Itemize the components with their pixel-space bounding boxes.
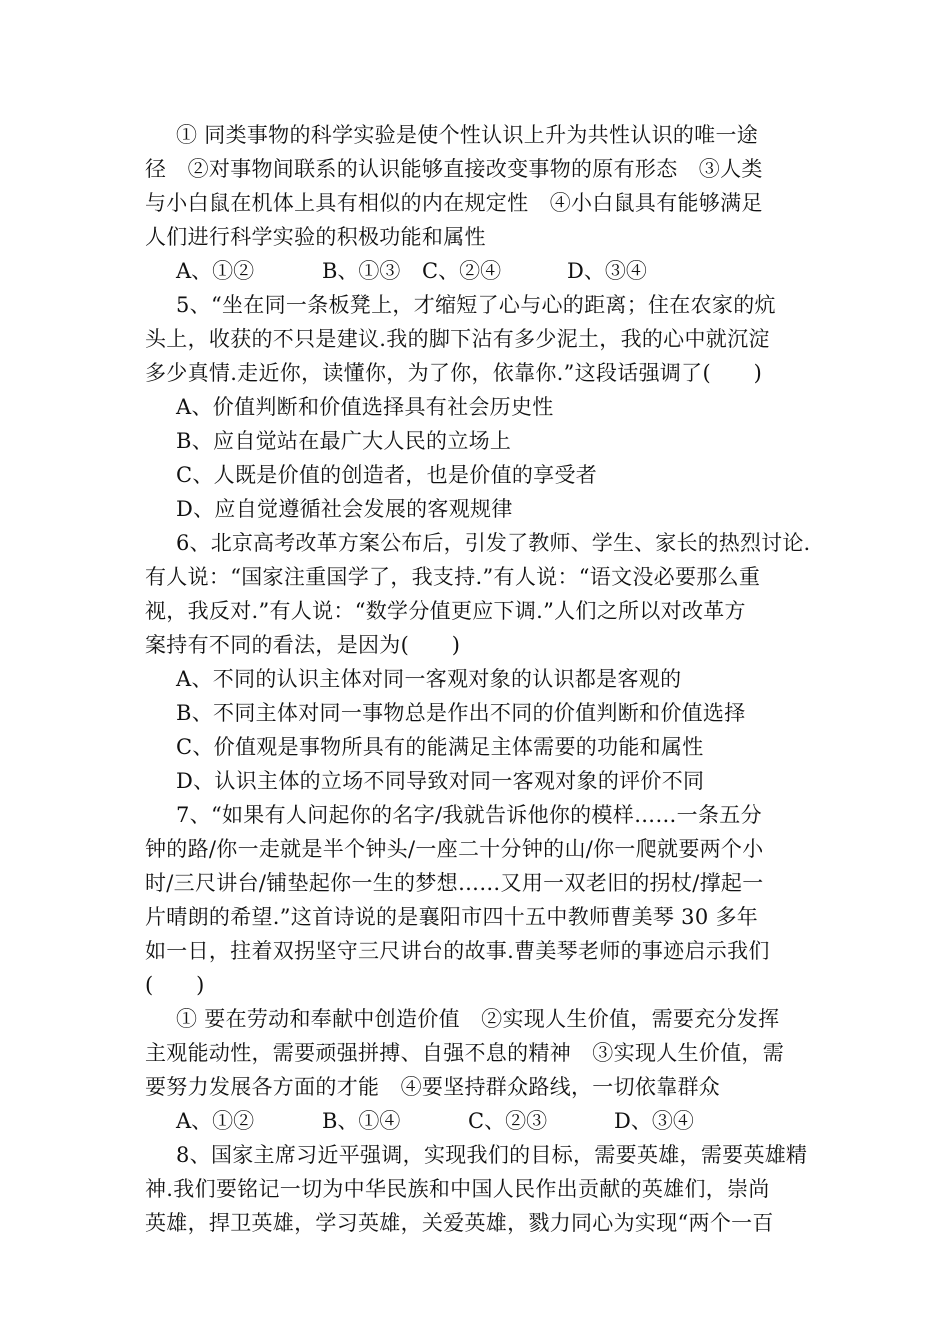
q4-option-a: A、①② <box>176 259 255 283</box>
q4-option-d: D、③④ <box>567 259 647 283</box>
q6-option-d: D、认识主体的立场不同导致对同一客观对象的评价不同 <box>176 769 705 793</box>
q6-option-a: A、不同的认识主体对同一客观对象的认识都是客观的 <box>176 667 682 691</box>
q4-statement-line-3: 与小白鼠在机体上具有相似的内在规定性 ④小白鼠具有能够满足 <box>145 191 763 215</box>
q4-option-b: B、①③ <box>322 259 401 283</box>
q7-option-a: A、①② <box>176 1109 255 1133</box>
q7-stem-line-4: 片晴朗的希望.”这首诗说的是襄阳市四十五中教师曹美琴 30 多年 <box>145 905 759 929</box>
q4-statement-line-4: 人们进行科学实验的积极功能和属性 <box>145 225 486 249</box>
q7-option-d: D、③④ <box>614 1109 694 1133</box>
q8-stem-line-3: 英雄，捍卫英雄，学习英雄，关爱英雄，戮力同心为实现“两个一百 <box>145 1211 774 1235</box>
q6-option-b: B、不同主体对同一事物总是作出不同的价值判断和价值选择 <box>176 701 746 725</box>
q8-stem-line-2: 神.我们要铭记一切为中华民族和中国人民作出贡献的英雄们，崇尚 <box>145 1177 770 1201</box>
q4-options <box>176 254 676 288</box>
q5-option-b: B、应自觉站在最广大人民的立场上 <box>176 429 512 453</box>
q4-statement-line-1: ① 同类事物的科学实验是使个性认识上升为共性认识的唯一途 <box>176 123 759 147</box>
q7-stem-line-1: 7、“如果有人问起你的名字/我就告诉他你的模样……一条五分 <box>176 803 762 827</box>
q7-stem-line-2: 钟的路/你一走就是半个钟头/一座二十分钟的山/你一爬就要两个小 <box>145 837 764 861</box>
q5-option-a: A、价值判断和价值选择具有社会历史性 <box>176 395 554 419</box>
q7-statement-line-3: 要努力发展各方面的才能 ④要坚持群众路线，一切依靠群众 <box>145 1075 721 1099</box>
q4-option-c: C、②④ <box>422 259 502 283</box>
q7-statement-line-2: 主观能动性，需要顽强拼搏、自强不息的精神 ③实现人生价值，需 <box>145 1041 784 1065</box>
q5-stem-line-1: 5、“坐在同一条板凳上，才缩短了心与心的距离；住在农家的炕 <box>176 293 776 317</box>
q6-stem-line-2: 有人说：“国家注重国学了，我支持.”有人说：“语文没必要那么重 <box>145 565 761 589</box>
q5-option-d: D、应自觉遵循社会发展的客观规律 <box>176 497 513 521</box>
q7-stem-line-3: 时/三尺讲台/铺垫起你一生的梦想……又用一双老旧的拐杖/撑起一 <box>145 871 764 895</box>
q6-stem-line-4: 案持有不同的看法，是因为( ) <box>145 633 461 657</box>
q4-statement-line-2: 径 ②对事物间联系的认识能够直接改变事物的原有形态 ③人类 <box>145 157 763 181</box>
q6-option-c: C、价值观是事物所具有的能满足主体需要的功能和属性 <box>176 735 704 759</box>
q5-option-c: C、人既是价值的创造者，也是价值的享受者 <box>176 463 598 487</box>
q5-stem-line-3: 多少真情.走近你，读懂你，为了你，依靠你.”这段话强调了( ) <box>145 361 763 385</box>
q7-statement-line-1: ① 要在劳动和奉献中创造价值 ②实现人生价值，需要充分发挥 <box>176 1007 780 1031</box>
q7-stem-line-5: 如一日，拄着双拐坚守三尺讲台的故事.曹美琴老师的事迹启示我们 <box>145 939 770 963</box>
q7-option-c: C、②③ <box>468 1109 548 1133</box>
q7-stem-line-6: ( ) <box>145 973 205 997</box>
q6-stem-line-3: 视，我反对.”有人说：“数学分值更应下调.”人们之所以对改革方 <box>145 599 746 623</box>
q5-stem-line-2: 头上，收获的不只是建议.我的脚下沾有多少泥土，我的心中就沉淀 <box>145 327 770 351</box>
q6-stem-line-1: 6、北京高考改革方案公布后，引发了教师、学生、家长的热烈讨论. <box>176 531 811 555</box>
q7-option-b: B、①④ <box>322 1109 401 1133</box>
q7-options <box>176 1104 696 1138</box>
q8-stem-line-1: 8、国家主席习近平强调，实现我们的目标，需要英雄，需要英雄精 <box>176 1143 808 1167</box>
